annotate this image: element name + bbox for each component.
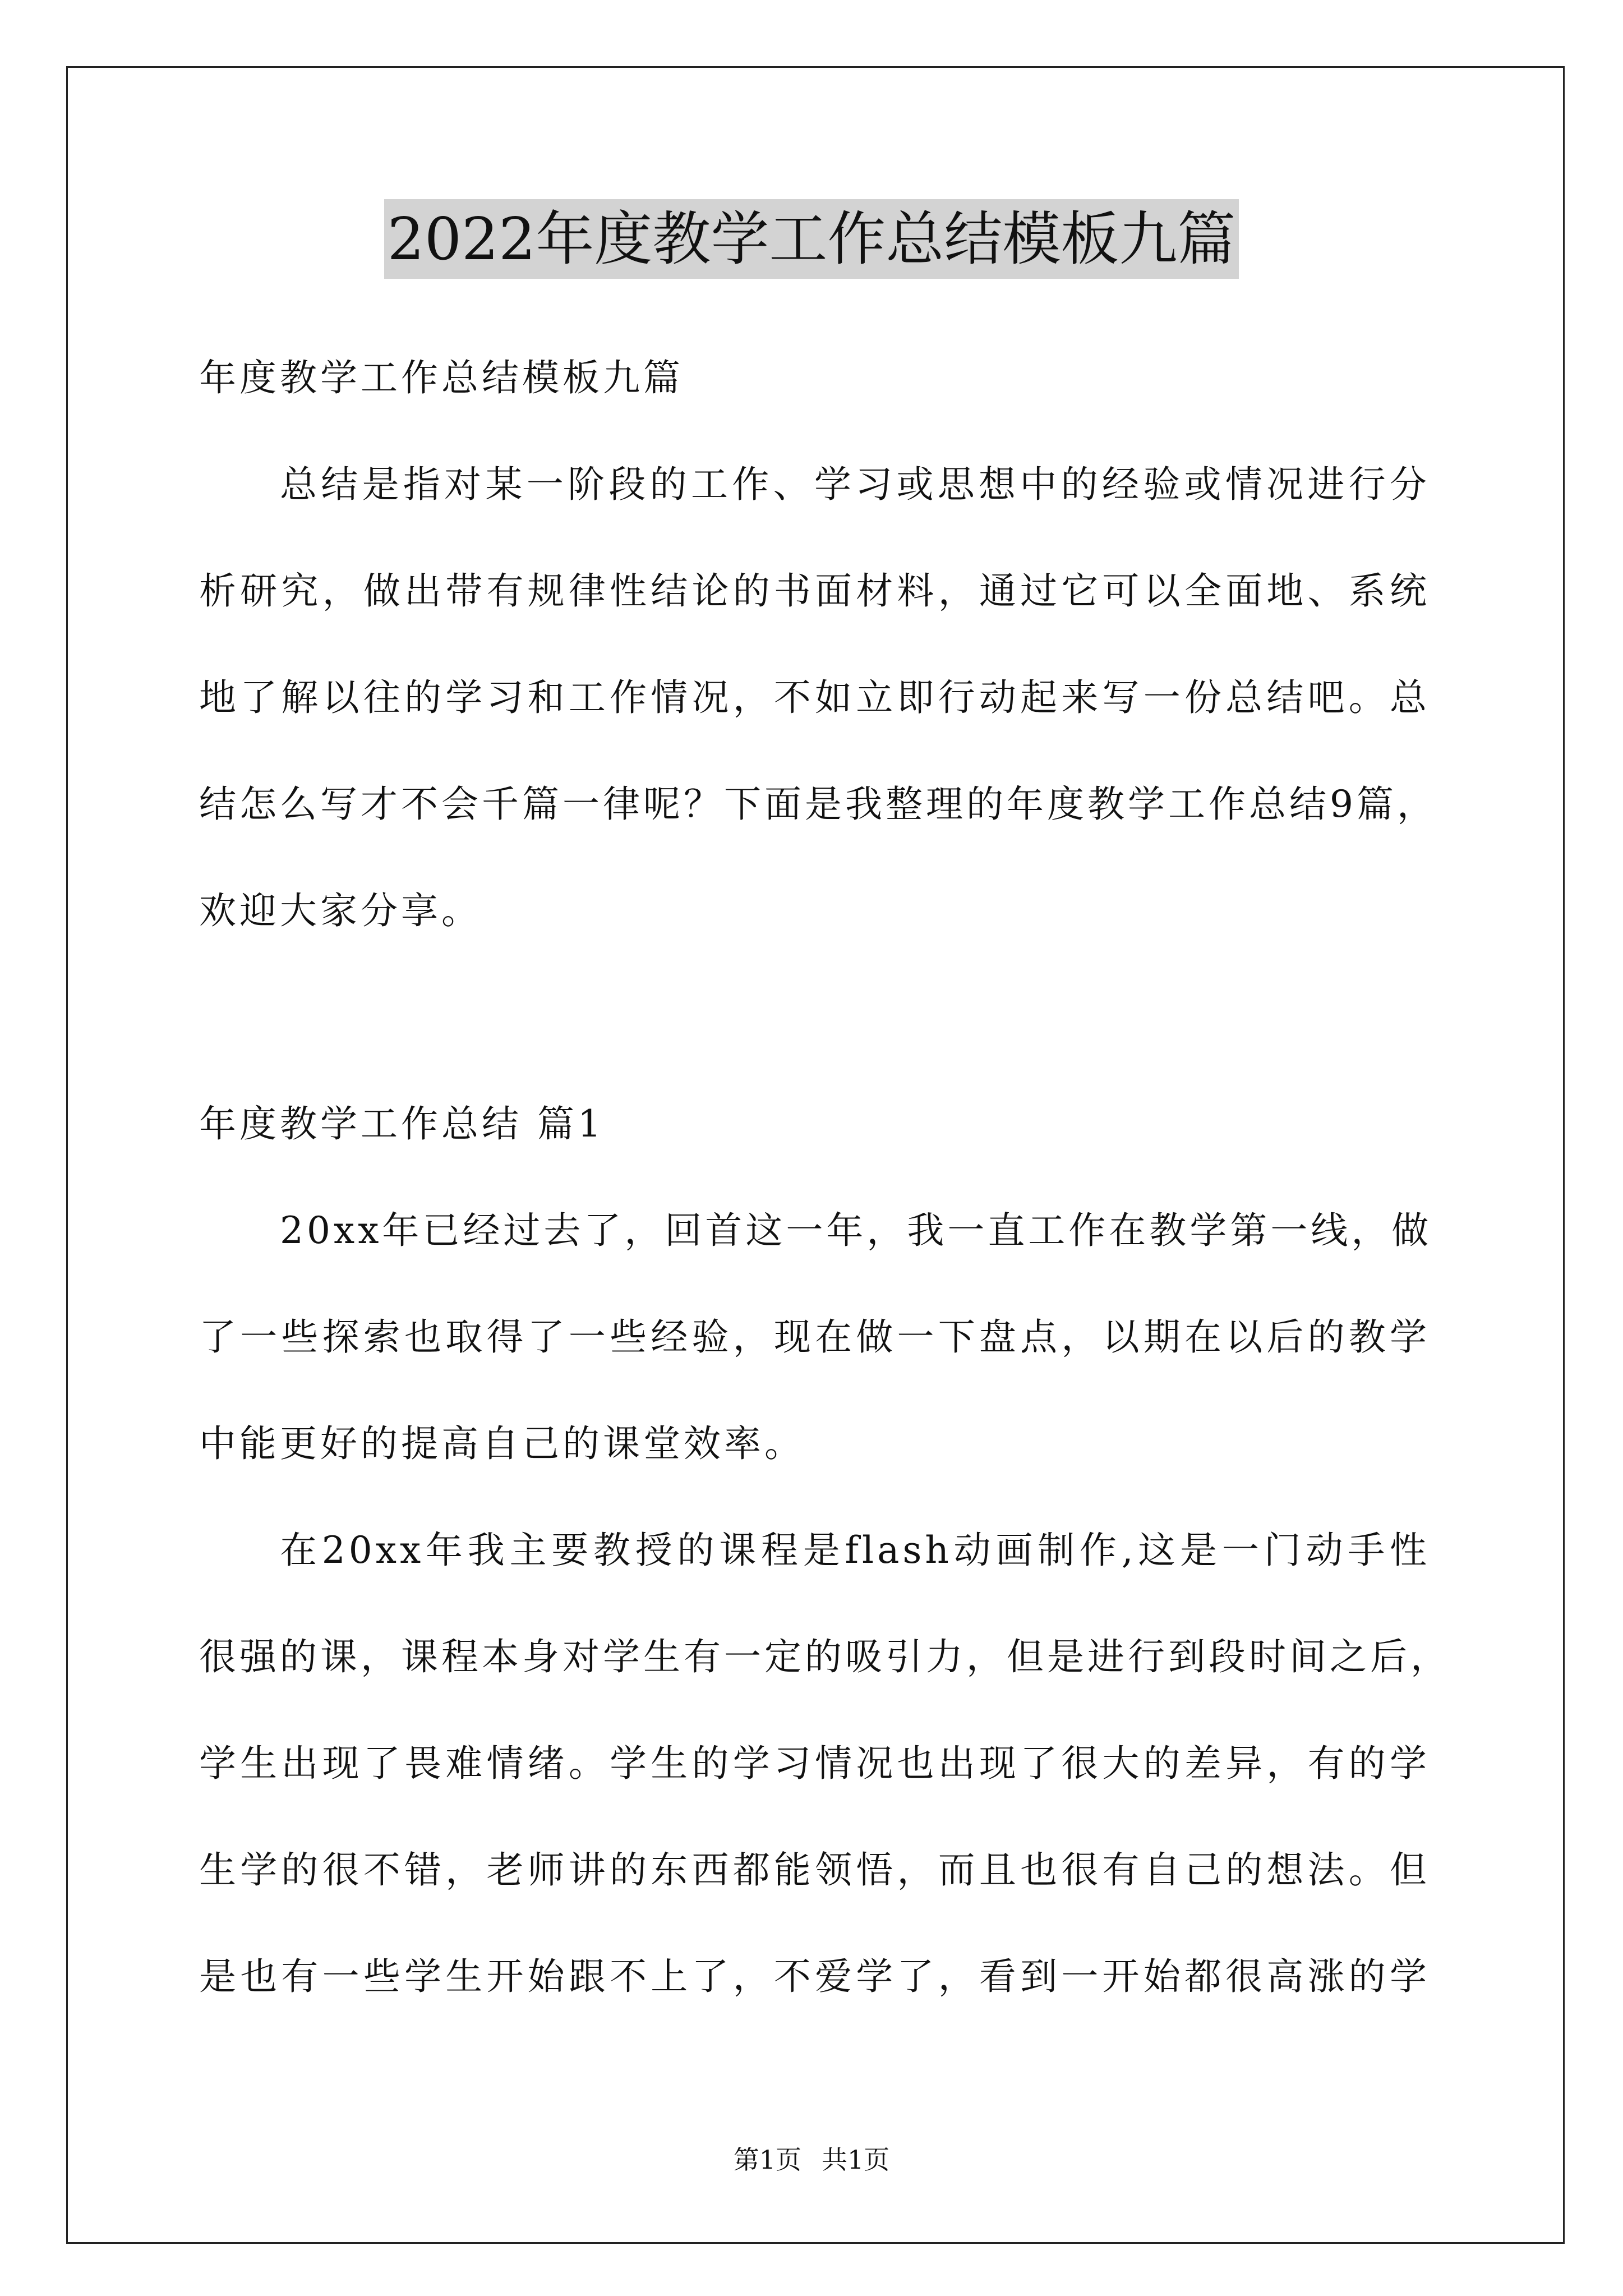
document-body bbox=[199, 348, 1451, 2053]
text-line: 地了解以往的学习和工作情况，不如立即行动起来写一份总结吧。总 bbox=[199, 676, 1430, 719]
page-total: 共1页 bbox=[822, 2145, 890, 2175]
paragraph-gap bbox=[199, 987, 1430, 1094]
text-line: 20xx年已经过去了，回首这一年，我一直工作在教学第一线，做 bbox=[280, 1209, 1432, 1252]
title-wrap bbox=[0, 199, 1623, 279]
text-line: 学生出现了畏难情绪。学生的学习情况也出现了很大的差异，有的学 bbox=[199, 1742, 1430, 1785]
text-line: 年度教学工作总结 篇1 bbox=[199, 1102, 605, 1145]
text-line: 总结是指对某一阶段的工作、学习或思想中的经验或情况进行分 bbox=[280, 463, 1430, 506]
text-line: 析研究，做出带有规律性结论的书面材料，通过它可以全面地、系统 bbox=[199, 569, 1430, 613]
document-title: 2022年度教学工作总结模板九篇 bbox=[384, 199, 1239, 279]
text-line: 欢迎大家分享。 bbox=[199, 889, 482, 932]
text-line: 年度教学工作总结模板九篇 bbox=[199, 356, 684, 399]
text-line: 在20xx年我主要教授的课程是flash动画制作,这是一门动手性 bbox=[280, 1529, 1430, 1572]
text-line: 中能更好的提高自己的课堂效率。 bbox=[199, 1422, 805, 1465]
text-line: 结怎么写才不会千篇一律呢？下面是我整理的年度教学工作总结9篇， bbox=[199, 783, 1437, 826]
text-line: 了一些探索也取得了一些经验，现在做一下盘点，以期在以后的教学 bbox=[199, 1315, 1430, 1359]
page-footer bbox=[0, 2143, 1623, 2177]
page-number: 第1页 bbox=[733, 2145, 801, 2175]
text-line: 是也有一些学生开始跟不上了，不爱学了，看到一开始都很高涨的学 bbox=[199, 1955, 1430, 1998]
text-line: 很强的课，课程本身对学生有一定的吸引力，但是进行到段时间之后， bbox=[199, 1635, 1451, 1678]
text-line: 生学的很不错，老师讲的东西都能领悟，而且也很有自己的想法。但 bbox=[199, 1848, 1430, 1892]
